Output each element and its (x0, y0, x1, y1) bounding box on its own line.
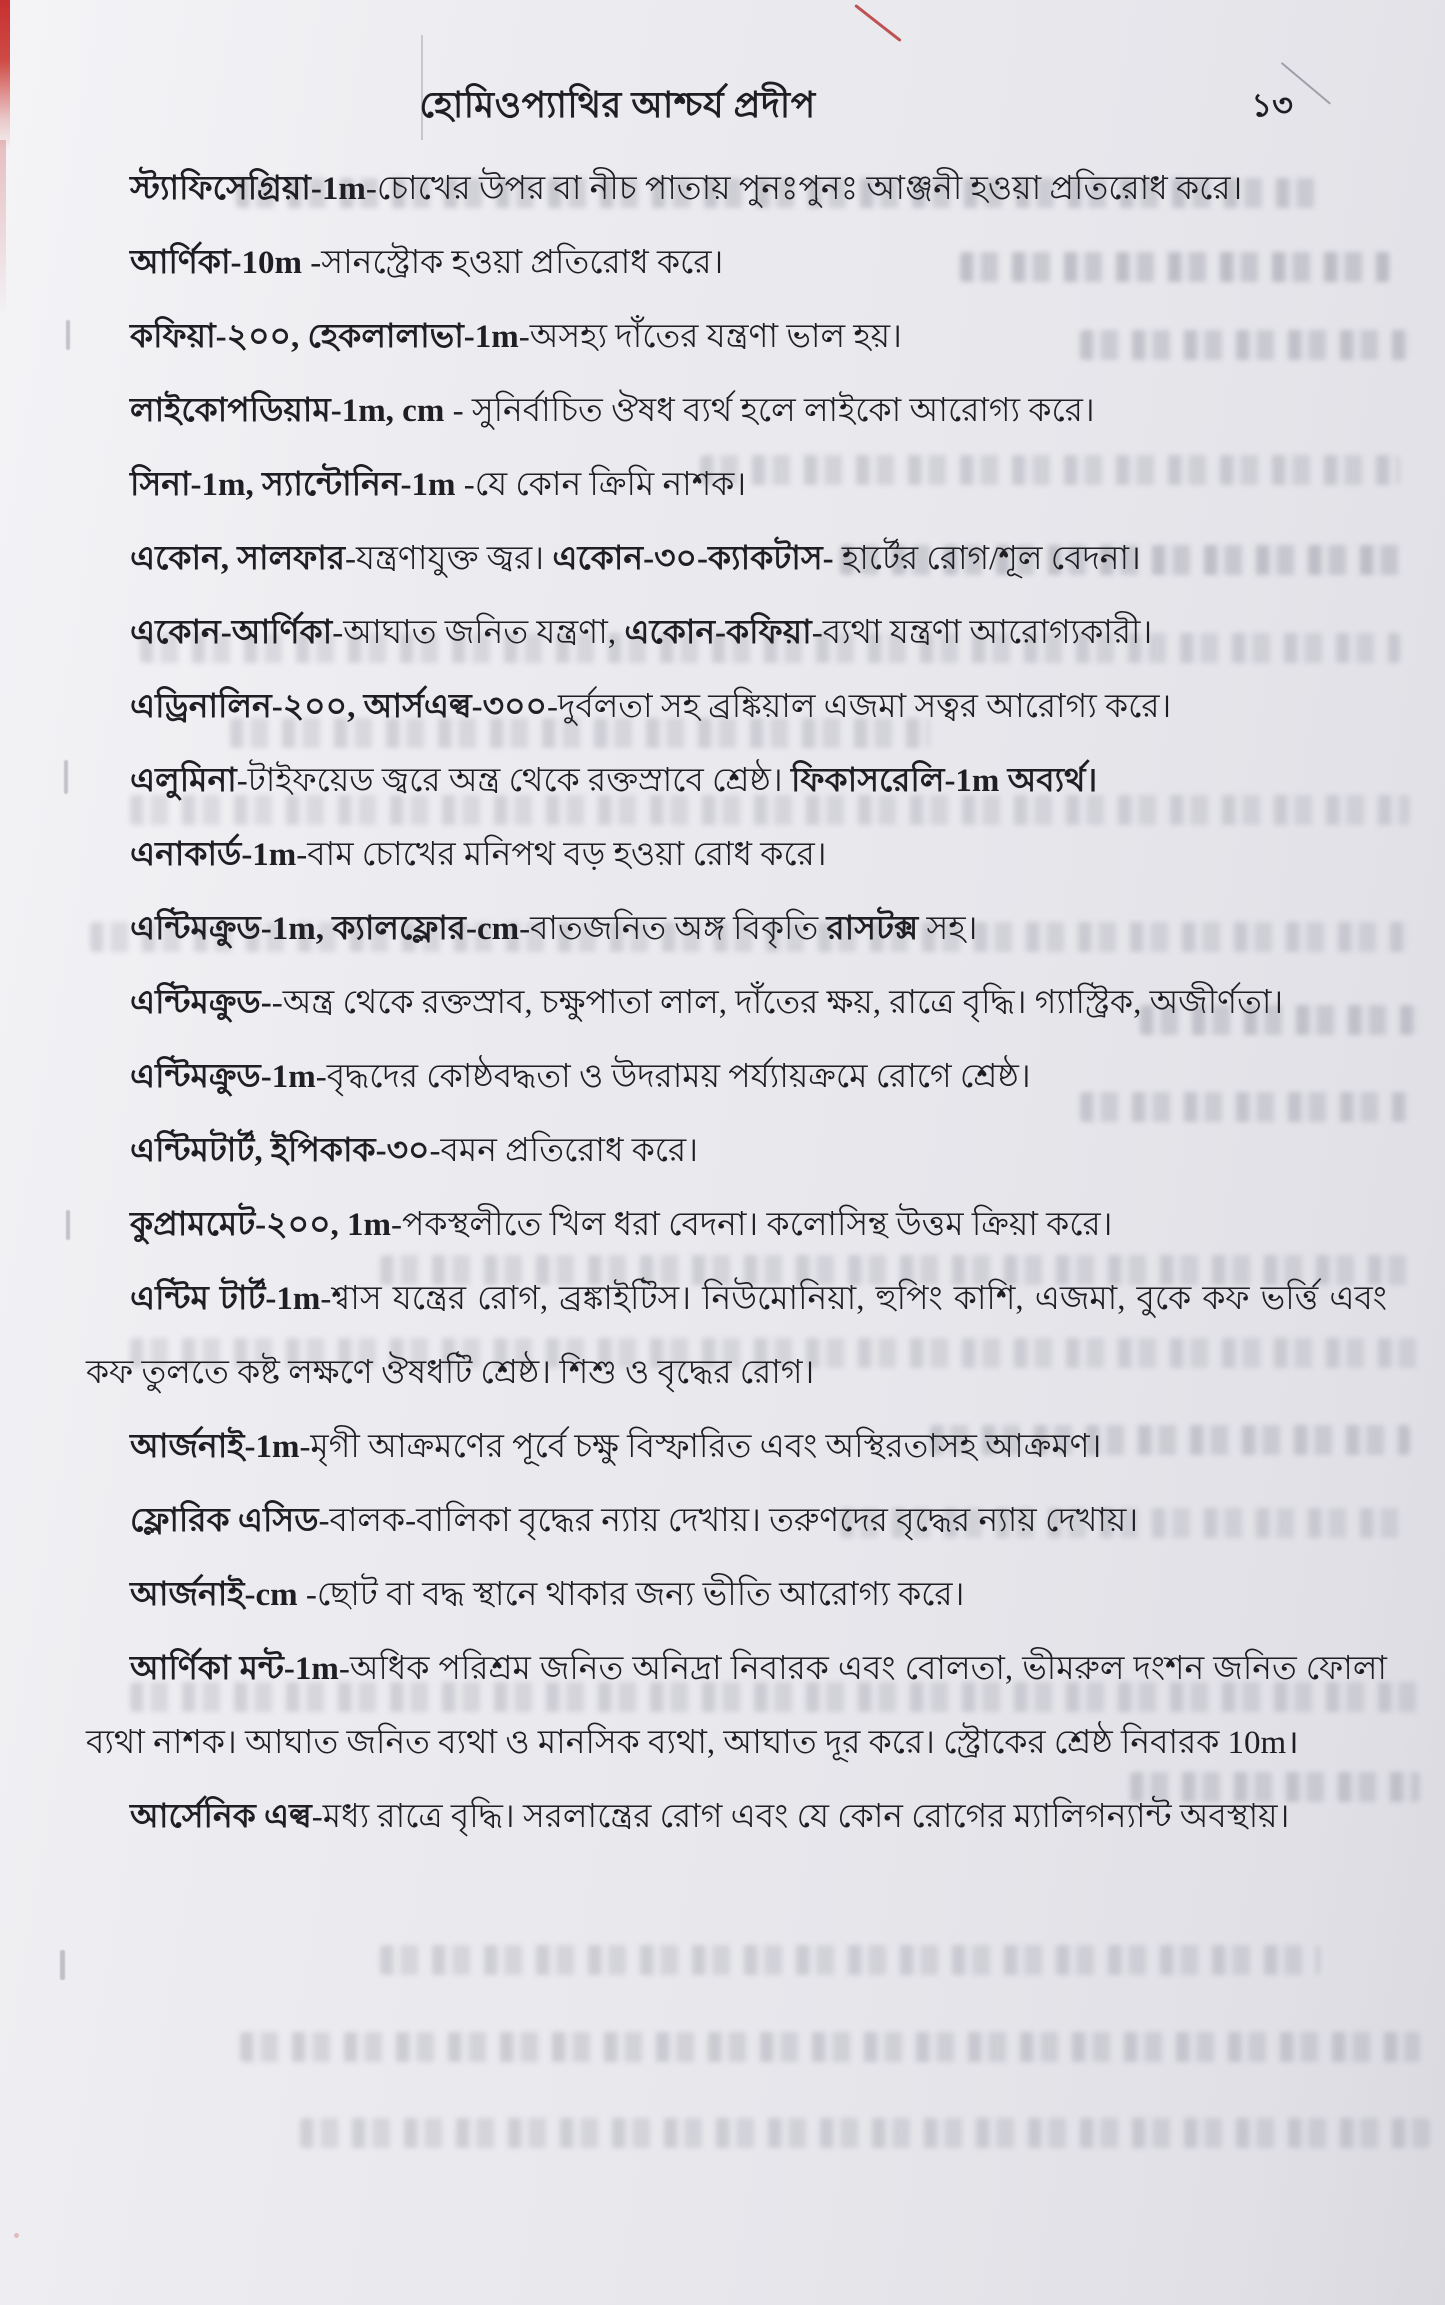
remedy-name: আর্জনাই-cm (130, 1577, 298, 1613)
paragraph-text: -মৃগী আক্রমণের পূর্বে চক্ষু বিস্ফারিত এবং অস্থিরতাসহ আক্রমণ। (299, 1429, 1102, 1465)
paragraph-text: -যন্ত্রণাযুক্ত জ্বর। (345, 541, 553, 577)
remedy-name: সিনা-1m, স্যান্টোনিন-1m (130, 467, 456, 503)
paragraph-text: -শ্বাস যন্ত্রের রোগ, ব্রঙ্কাইটিস। নিউমোনিয়া, হুপিং কাশি, এজমা, বুকে কফ ভর্ত্তি এবং কফ তুলতে কষ্ট লক্ষণে ঔষধটি শ্রেষ্ঠ। শিশু ও বৃদ্ধের রোগ। (86, 1281, 1387, 1391)
remedy-name: রাসটক্স (826, 911, 919, 947)
page-header (0, 0, 1445, 138)
paragraph (86, 670, 1387, 744)
paragraph (86, 892, 1387, 966)
remedy-name: এন্টিমটার্ট, ইপিকাক-৩০ (130, 1133, 430, 1169)
paragraph-text: -বাম চোখের মনিপথ বড় হওয়া রোধ করে। (296, 837, 827, 873)
paragraph (86, 226, 1387, 300)
remedy-name: একোন, সালফার (130, 541, 346, 577)
remedy-name: ফ্লোরিক এসিড (130, 1503, 319, 1539)
paragraph (86, 1040, 1387, 1114)
paragraph-text: -অন্ত্র থেকে রক্তস্রাব, চক্ষুপাতা লাল, দাঁতের ক্ষয়, রাত্রে বৃদ্ধি। গ্যাস্ট্রিক, অজীর্ণতা। (271, 985, 1284, 1021)
bleed-through-mark (64, 760, 68, 794)
remedy-name: ফিকাসরেলি-1m অব্যর্থ। (790, 763, 1098, 799)
paragraph (86, 152, 1387, 226)
paragraph-text: -ছোট বা বদ্ধ স্থানে থাকার জন্য ভীতি আরোগ্য করে। (297, 1577, 965, 1613)
paragraph-text: -সানস্ট্রোক হওয়া প্রতিরোধ করে। (302, 245, 724, 281)
remedy-name: আর্জনাই-1m (130, 1429, 300, 1465)
paragraph-text: -আঘাত জনিত যন্ত্রণা, (332, 615, 625, 651)
bleed-through-ghost-text (240, 2032, 1420, 2062)
bleed-through-ghost-text (300, 2118, 1430, 2148)
paragraph-text: -টাইফয়েড জ্বরে অন্ত্র থেকে রক্তস্রাবে শ্রেষ্ঠ। (236, 763, 791, 799)
bleed-through-mark (60, 1950, 65, 1980)
book-title: হোমিওপ্যাথির আশ্চর্য প্রদীপ (419, 85, 816, 125)
paragraph (86, 1188, 1387, 1262)
remedy-name: আর্ণিকা মন্ট-1m (130, 1651, 339, 1687)
paragraph (86, 1114, 1387, 1188)
bleed-through-mark (66, 1210, 70, 1240)
paragraph-text: - সুনির্বাচিত ঔষধ ব্যর্থ হলে লাইকো আরোগ্য করে। (444, 393, 1095, 429)
paragraph-text: -যে কোন ক্রিমি নাশক। (455, 467, 747, 503)
remedy-name: একোন-কফিয়া (624, 615, 812, 651)
page-number: ১৩ (1251, 87, 1293, 123)
bleed-through-ghost-text (380, 1945, 1320, 1975)
paragraph (86, 818, 1387, 892)
paragraph-text: -মধ্য রাত্রে বৃদ্ধি। সরলান্ত্রের রোগ এবং যে কোন রোগের ম্যালিগন্যান্ট অবস্থায়। (311, 1799, 1290, 1835)
remedy-name: এড্রিনালিন-২০০, আর্সএল্ব-৩০০ (130, 689, 548, 725)
paragraph (86, 1262, 1387, 1410)
paragraph (86, 522, 1387, 596)
paragraph (86, 1632, 1387, 1780)
paragraph-text: -বাতজনিত অঙ্গ বিকৃতি (519, 911, 827, 947)
paragraph (86, 1484, 1387, 1558)
paragraph-text: -অধিক পরিশ্রম জনিত অনিদ্রা নিবারক এবং বোলতা, ভীমরুল দংশন জনিত ফোলা ব্যথা নাশক। আঘাত জনিত ব্যথা ও মানসিক ব্যথা, আঘাত দূর করে। স্ট্রোকের শ্রেষ্ঠ নিবারক 10m। (86, 1651, 1388, 1761)
remedy-name: একোন-আর্ণিকা (130, 615, 333, 651)
paragraph-text: -দুর্বলতা সহ ব্রঙ্কিয়াল এজমা সত্বর আরোগ্য করে। (547, 689, 1172, 725)
remedy-name: এন্টিমক্রুড-1m, ক্যালফ্লোর-cm (130, 911, 520, 947)
remedy-name: এন্টিম টার্ট-1m (130, 1281, 321, 1317)
red-page-edge-faint (0, 140, 6, 320)
remedy-name: লাইকোপডিয়াম-1m, cm (130, 393, 445, 429)
paragraph-text: -চোখের উপর বা নীচ পাতায় পুনঃপুনঃ আঞ্জনী হওয়া প্রতিরোধ করে। (365, 171, 1243, 207)
paragraph-text: -অসহ্য দাঁতের যন্ত্রণা ভাল হয়। (518, 319, 902, 355)
paragraph (86, 1558, 1387, 1632)
remedy-name: একোন-৩০-ক্যাকটাস- (552, 541, 834, 577)
paragraph (86, 448, 1387, 522)
remedy-name: এলুমিনা (130, 763, 237, 799)
paragraph (86, 300, 1387, 374)
paragraph-text: -পকস্থলীতে খিল ধরা বেদনা। কলোসিন্থ উত্তম ক্রিয়া করে। (391, 1207, 1113, 1243)
remedy-name: এন্টিমক্রুড-1m (130, 1059, 316, 1095)
remedy-name: কুপ্রামমেট-২০০, 1m (130, 1207, 392, 1243)
paragraph (86, 374, 1387, 448)
body-text (86, 152, 1387, 1854)
paragraph-text: -বৃদ্ধদের কোষ্ঠবদ্ধতা ও উদরাময় পর্য্যায়ক্রমে রোগে শ্রেষ্ঠ। (315, 1059, 1031, 1095)
paragraph (86, 966, 1387, 1040)
remedy-name: এনাকার্ড-1m (130, 837, 297, 873)
remedy-name: কফিয়া-২০০, হেকলালাভা-1m (130, 319, 519, 355)
paragraph-text: হার্টের রোগ/শূল বেদনা। (833, 541, 1141, 577)
remedy-name: আর্সেনিক এল্ব (130, 1799, 312, 1835)
remedy-name: স্ট্যাফিসেগ্রিয়া-1m (130, 171, 366, 207)
remedy-name: আর্ণিকা-10m (130, 245, 303, 281)
paragraph-text: সহ। (918, 911, 978, 947)
paragraph-text: -বালক-বালিকা বৃদ্ধের ন্যায় দেখায়। তরুণদের বৃদ্ধের ন্যায় দেখায়। (318, 1503, 1139, 1539)
paragraph-text: -বমন প্রতিরোধ করে। (429, 1133, 699, 1169)
paragraph (86, 744, 1387, 818)
paragraph (86, 596, 1387, 670)
bleed-through-mark (66, 320, 70, 350)
paragraph (86, 1410, 1387, 1484)
remedy-name: এন্টিমক্রুড- (130, 985, 272, 1021)
red-speck (14, 2233, 19, 2238)
paragraph-text: -ব্যথা যন্ত্রণা আরোগ্যকারী। (811, 615, 1153, 651)
paragraph (86, 1780, 1387, 1854)
